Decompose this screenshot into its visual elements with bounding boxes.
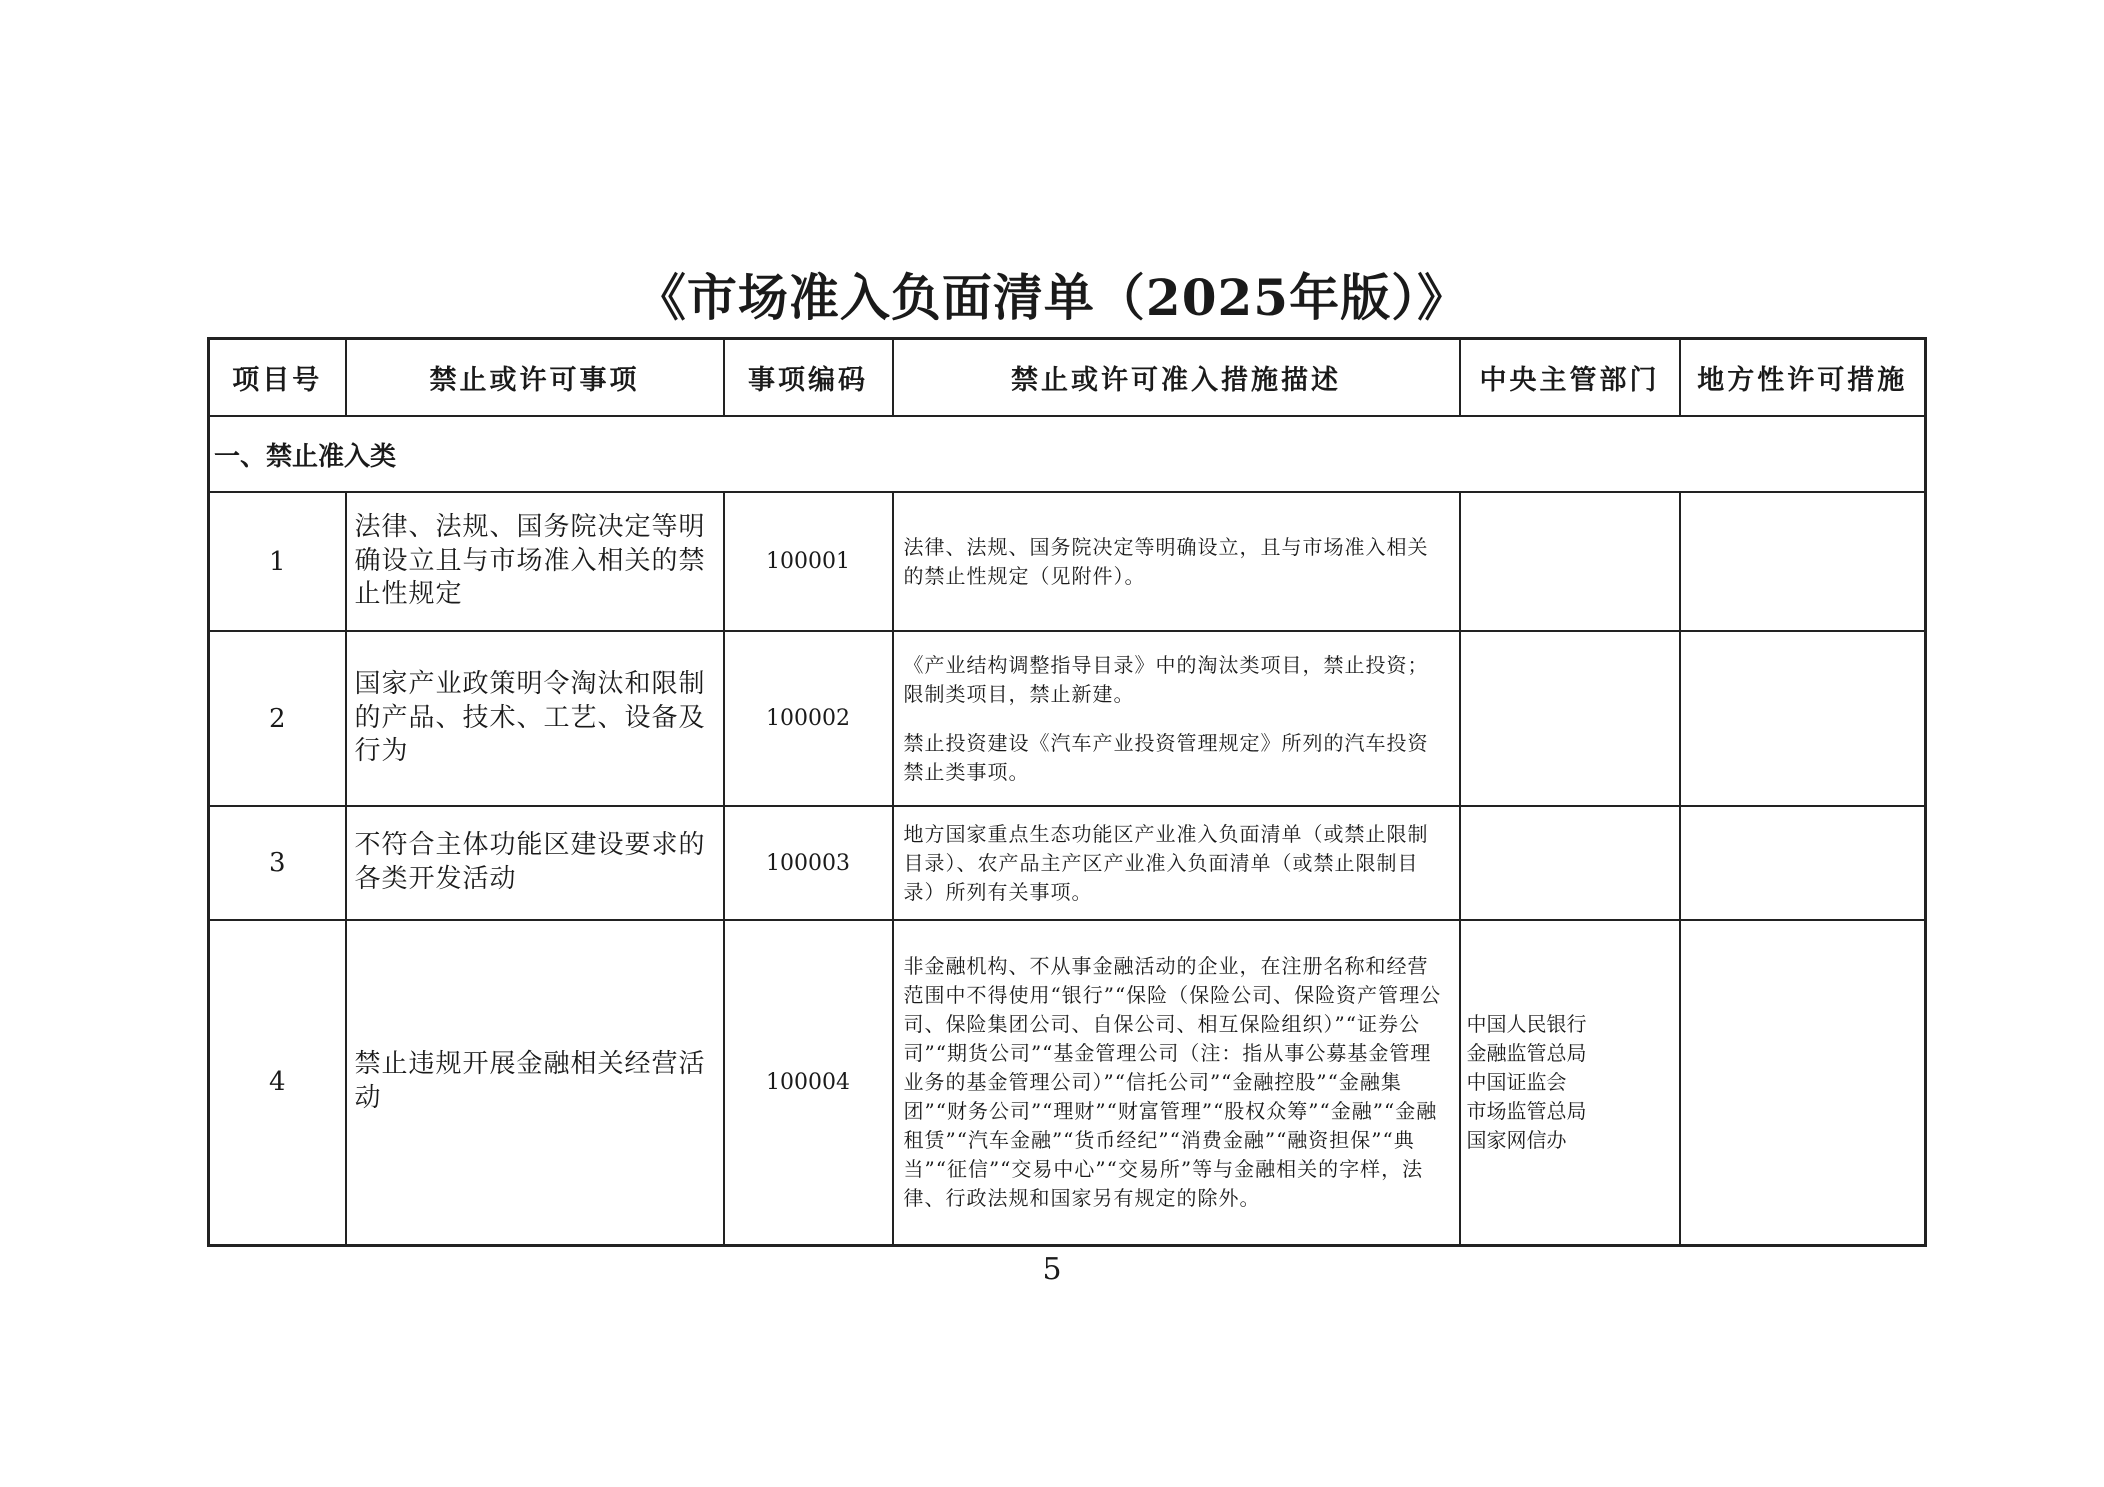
header-item-number: 项目号 [209, 339, 346, 417]
table-row [209, 920, 1926, 1245]
row-number: 3 [209, 806, 346, 920]
row-matter: 不符合主体功能区建设要求的各类开发活动 [346, 806, 724, 920]
section-title: 一、禁止准入类 [209, 416, 1926, 492]
table-row [209, 492, 1926, 631]
page-number: 5 [1042, 1252, 1062, 1287]
row-department [1460, 492, 1680, 631]
negative-list-table [207, 337, 1927, 1247]
row-department: 中国人民银行 金融监管总局 中国证监会 市场监管总局 国家网信办 [1460, 920, 1680, 1245]
row-matter: 法律、法规、国务院决定等明确设立且与市场准入相关的禁止性规定 [346, 492, 724, 631]
row-matter: 禁止违规开展金融相关经营活动 [346, 920, 724, 1245]
row-local-measures [1680, 631, 1926, 806]
row-code: 100003 [724, 806, 893, 920]
document-title: 《市场准入负面清单（2025年版）》 [635, 268, 1469, 327]
table-row [209, 631, 1926, 806]
row-description [893, 806, 1460, 920]
row-description [893, 492, 1460, 631]
row-number: 2 [209, 631, 346, 806]
description-paragraph: 地方国家重点生态功能区产业准入负面清单（或禁止限制目录）、农产品主产区产业准入负面清单（或禁止限制目录）所列有关事项。 [903, 821, 1429, 904]
description-paragraph: 法律、法规、国务院决定等明确设立，且与市场准入相关的禁止性规定（见附件）。 [903, 534, 1429, 588]
description-paragraph: 非金融机构、不从事金融活动的企业，在注册名称和经营范围中不得使用“银行”“保险（保险公司、保险资产管理公司、保险集团公司、自保公司、相互保险组织）”“证券公司”“期货公司”“基金管理公司（注：指从事公募基金管理业务的基金管理公司）”“信托公司”“金融控股”“金融集团”“财务公司”“理财”“财富管理”“股权众筹”“金融”“金融租赁”“汽车金融”“货币经纪”“消费金融”“融资担保”“典当”“征信”“交易中心”“交易所”等与金融相关的字样，法律、行政法规和国家另有规定的除外。 [903, 953, 1442, 1210]
row-department [1460, 631, 1680, 806]
header-description: 禁止或许可准入措施描述 [893, 339, 1460, 417]
row-description [893, 631, 1460, 806]
description-paragraph: 《产业结构调整指导目录》中的淘汰类项目，禁止投资；限制类项目，禁止新建。 [903, 652, 1429, 706]
row-code: 100001 [724, 492, 893, 631]
row-department [1460, 806, 1680, 920]
description-paragraph: 禁止投资建设《汽车产业投资管理规定》所列的汽车投资禁止类事项。 [903, 730, 1429, 784]
row-local-measures [1680, 920, 1926, 1245]
row-number: 4 [209, 920, 346, 1245]
table-row [209, 806, 1926, 920]
section-row [209, 416, 1926, 492]
row-matter: 国家产业政策明令淘汰和限制的产品、技术、工艺、设备及行为 [346, 631, 724, 806]
header-row [209, 339, 1926, 417]
row-local-measures [1680, 806, 1926, 920]
header-central-department: 中央主管部门 [1460, 339, 1680, 417]
row-local-measures [1680, 492, 1926, 631]
row-code: 100004 [724, 920, 893, 1245]
header-local-measures: 地方性许可措施 [1680, 339, 1926, 417]
row-description [893, 920, 1460, 1245]
row-code: 100002 [724, 631, 893, 806]
header-code: 事项编码 [724, 339, 893, 417]
header-matter: 禁止或许可事项 [346, 339, 724, 417]
row-number: 1 [209, 492, 346, 631]
